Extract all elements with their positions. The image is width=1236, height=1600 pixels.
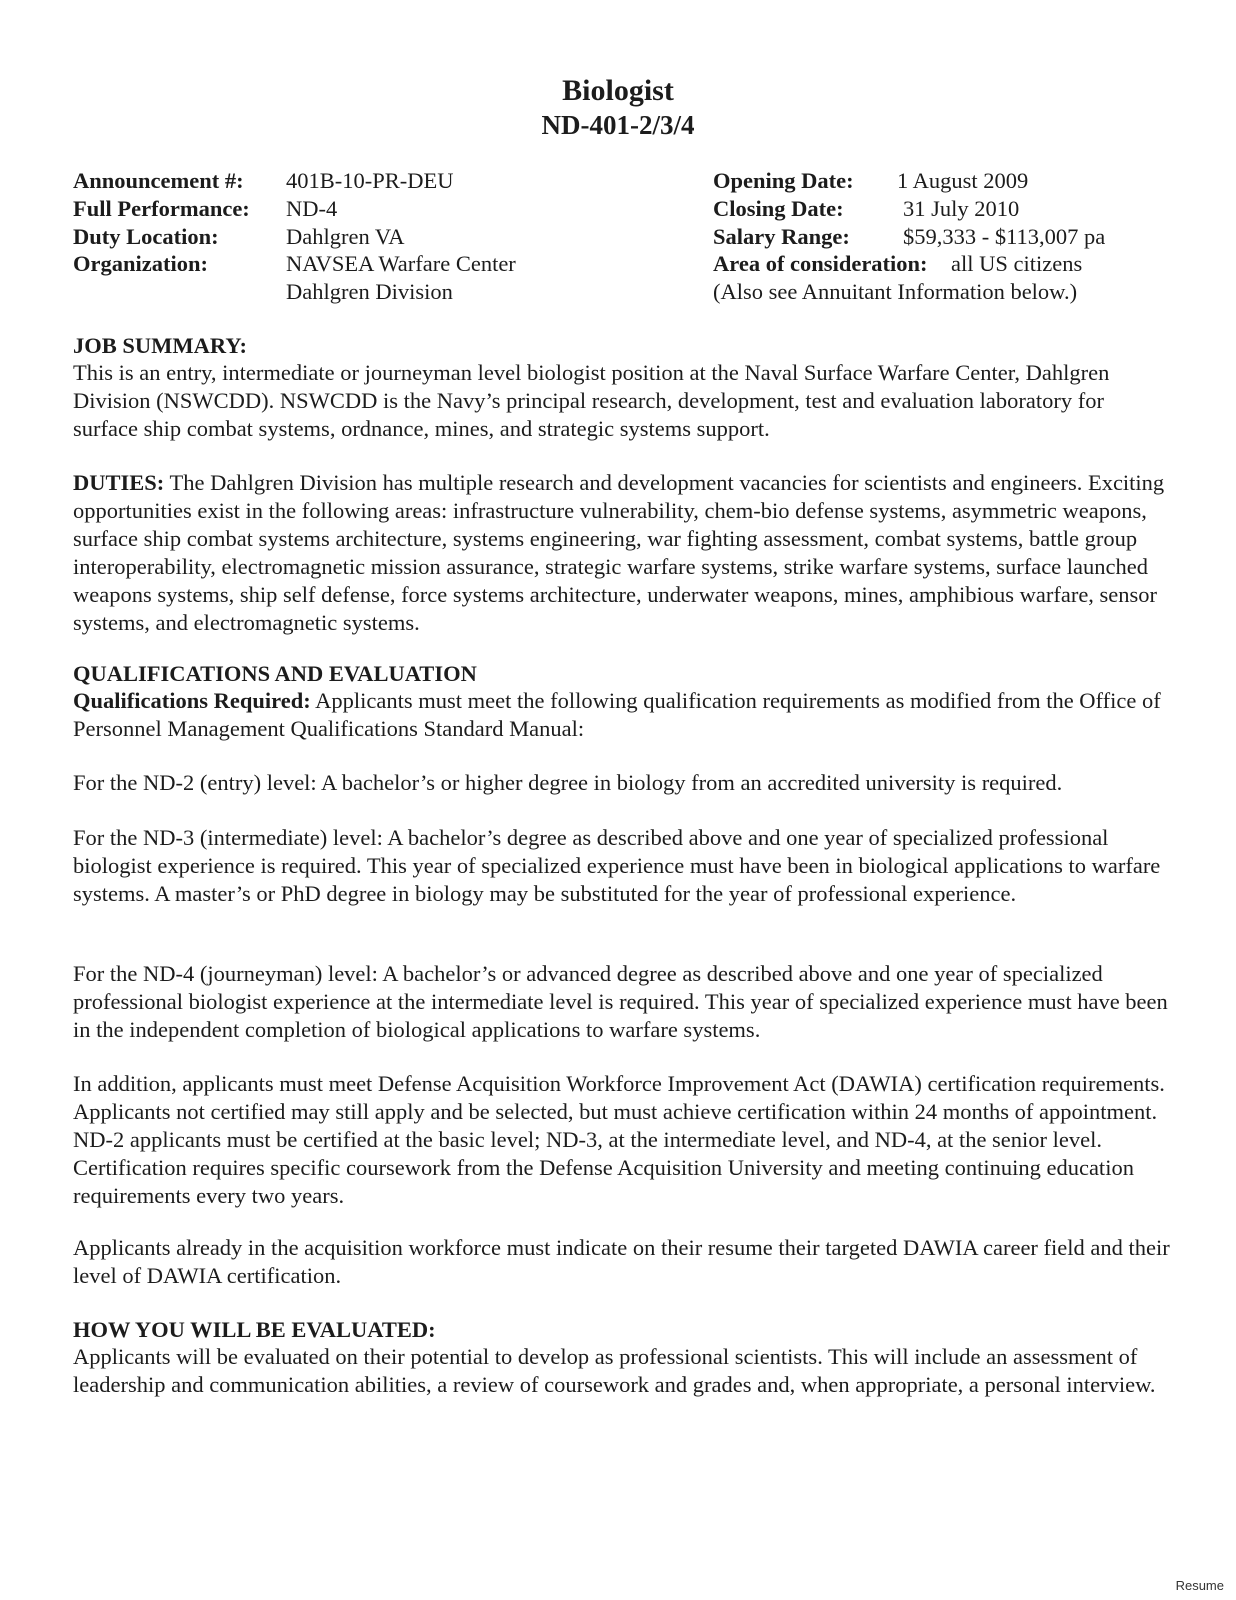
evaluation-heading: HOW YOU WILL BE EVALUATED:	[73, 1317, 436, 1342]
qualifications-required-label: Qualifications Required:	[73, 688, 311, 713]
duty-location-label: Duty Location:	[73, 224, 219, 249]
job-summary-heading: JOB SUMMARY:	[73, 333, 248, 358]
nd2-requirement: For the ND-2 (entry) level: A bachelor’s or higher degree in biology from an accredited university is required.	[73, 770, 1063, 795]
qualifications-heading: QUALIFICATIONS AND EVALUATION	[73, 661, 477, 686]
qualifications-required-paragraph	[73, 687, 1173, 743]
area-of-consideration-value: all US citizens	[951, 251, 1083, 276]
duty-location-value: Dahlgren VA	[286, 224, 405, 249]
nd4-requirement: For the ND-4 (journeyman) level: A bachelor’s or advanced degree as described above and one year of specialized professional biologist experience at the intermediate level is required. This year of specialized experience must have been in the independent completion of biological applications to warfare systems.	[73, 961, 1168, 1042]
salary-range-label: Salary Range:	[713, 224, 850, 249]
announcement-value: 401B-10-PR-DEU	[286, 168, 454, 193]
nd3-requirement: For the ND-3 (intermediate) level: A bachelor’s degree as described above and one year of specialized professional biologist experience is required. This year of specialized experience must have been in biological applications to warfare systems. A master’s or PhD degree in biology may be substituted for the year of professional experience.	[73, 825, 1161, 906]
annuitant-note: (Also see Annuitant Information below.)	[713, 279, 1078, 304]
organization-value-line2: Dahlgren Division	[286, 279, 453, 304]
duties-label: DUTIES:	[73, 470, 165, 495]
footer-watermark: Resume	[1175, 1578, 1224, 1593]
job-summary-text: This is an entry, intermediate or journeyman level biologist position at the Naval Surface Warfare Center, Dahlgren Division (NSWCDD). NSWCDD is the Navy’s principal research, development, test and evaluation laboratory for surface ship combat systems, ordnance, mines, and strategic systems support.	[73, 360, 1110, 441]
area-of-consideration-label: Area of consideration:	[713, 251, 928, 276]
dawia-requirement: In addition, applicants must meet Defense Acquisition Workforce Improvement Act (DAWIA) certification requirements. Applicants not certified may still apply and be selected, but must achieve certification within 24 months of appointment. ND-2 applicants must be certified at the basic level; ND-3, at the intermediate level, and ND-4, at the senior level. Certification requires specific coursework from the Defense Acquisition University and meeting continuing education requirements every two years.	[73, 1071, 1165, 1208]
opening-date-label: Opening Date:	[713, 168, 854, 193]
workforce-requirement: Applicants already in the acquisition workforce must indicate on their resume their targeted DAWIA career field and their level of DAWIA certification.	[73, 1235, 1170, 1288]
page-subtitle: ND-401-2/3/4	[541, 110, 695, 140]
salary-range-value: $59,333 - $113,007 pa	[903, 224, 1106, 249]
evaluation-text: Applicants will be evaluated on their potential to develop as professional scientists. This will include an assessment of leadership and communication abilities, a review of coursework and grades and, when appropriate, a personal interview.	[73, 1344, 1156, 1397]
closing-date-label: Closing Date:	[713, 196, 844, 221]
full-performance-label: Full Performance:	[73, 196, 250, 221]
qualifications-required-text: Applicants must meet the following qualification requirements as modified from the Office of Personnel Management Qualifications Standard Manual:	[73, 688, 1161, 741]
organization-label: Organization:	[73, 251, 208, 276]
announcement-label: Announcement #:	[73, 168, 244, 193]
opening-date-value: 1 August 2009	[897, 168, 1029, 193]
duties-text: The Dahlgren Division has multiple research and development vacancies for scientists and engineers. Exciting opportunities exist in the following areas: infrastructure vulnerability, chem-bio defense systems, asymmetric weapons, surface ship combat systems architecture, systems engineering, war fighting assessment, combat systems, battle group interoperability, electromagnetic mission assurance, strategic warfare systems, strike warfare systems, surface launched weapons systems, ship self defense, force systems architecture, underwater weapons, mines, amphibious warfare, sensor systems, and electromagnetic systems.	[73, 470, 1165, 635]
closing-date-value: 31 July 2010	[903, 196, 1020, 221]
full-performance-value: ND-4	[286, 196, 338, 221]
page-title: Biologist	[562, 74, 674, 107]
organization-value-line1: NAVSEA Warfare Center	[286, 251, 516, 276]
duties-paragraph	[73, 469, 1173, 637]
